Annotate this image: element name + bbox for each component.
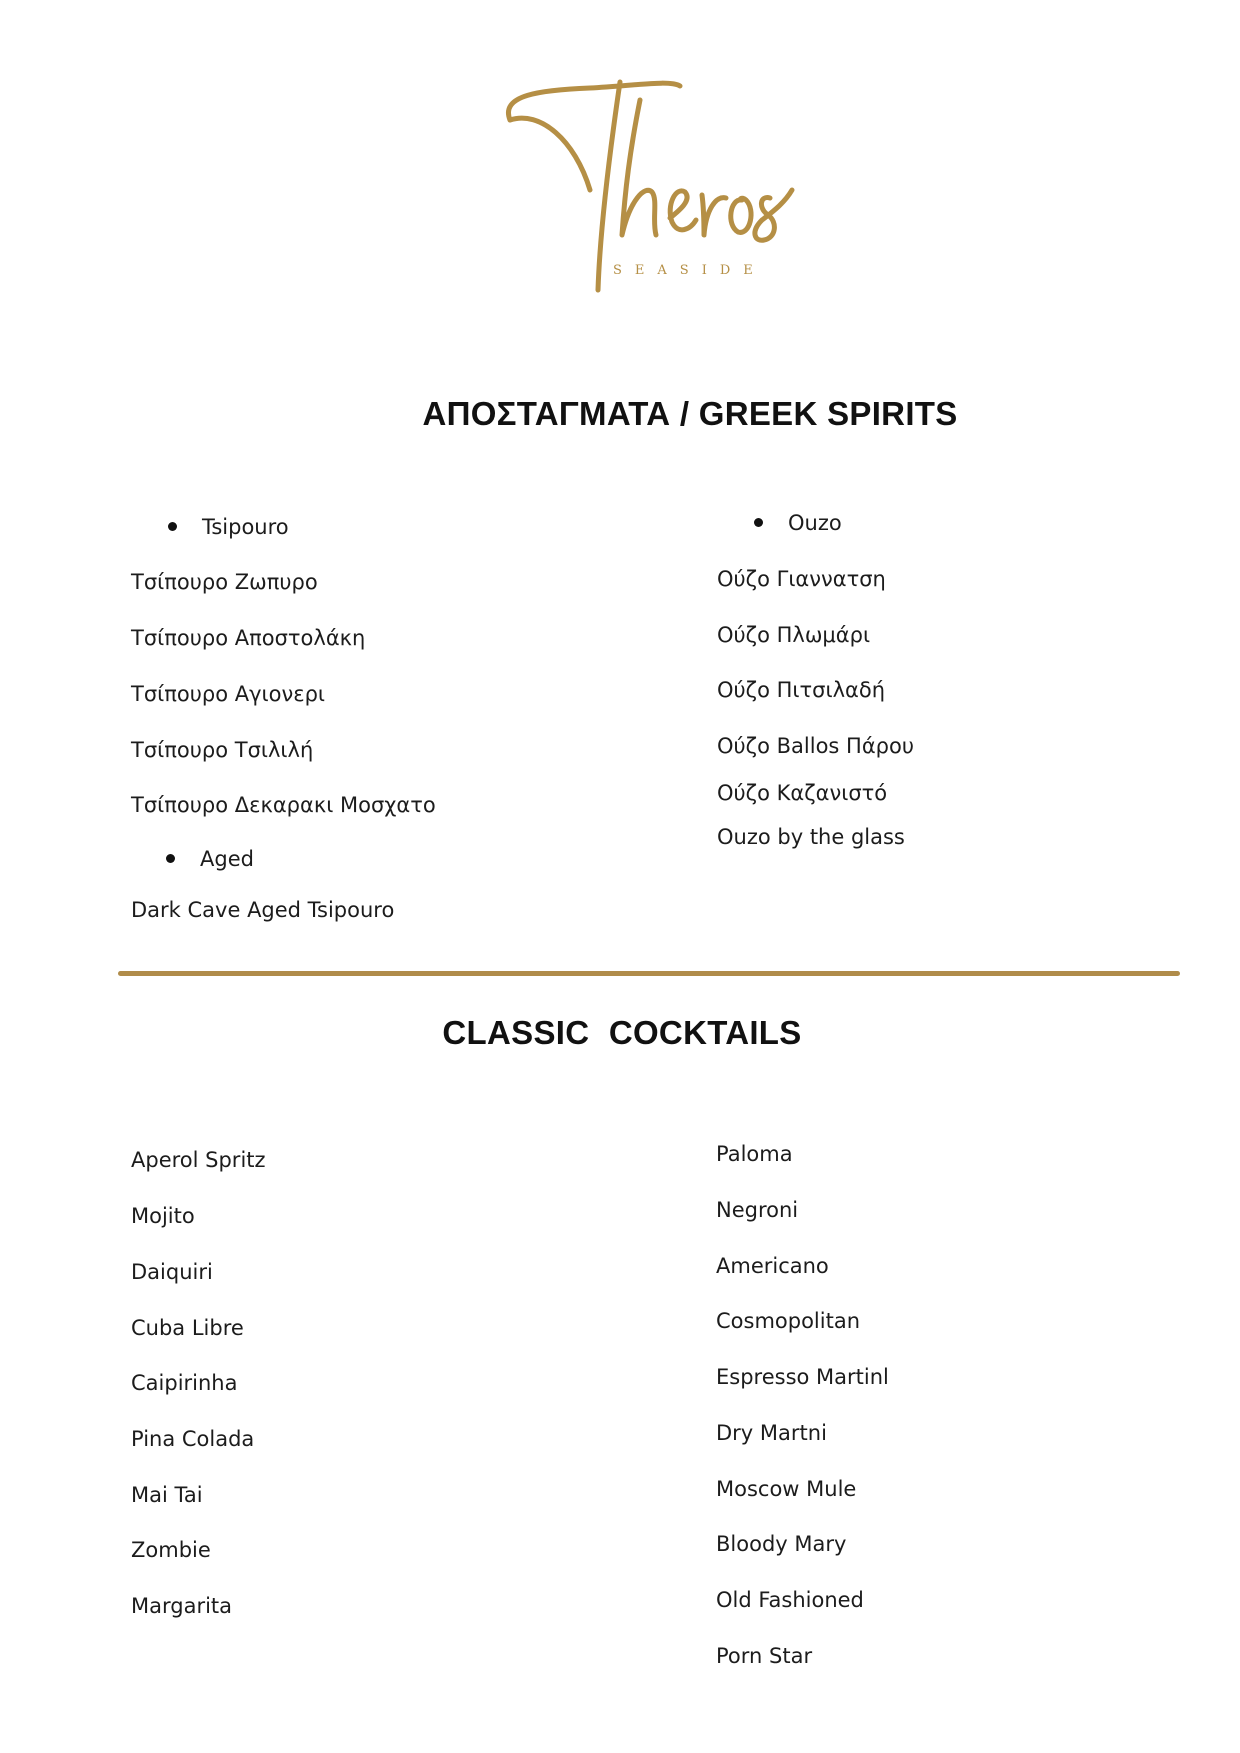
menu-item: Zombie — [131, 1538, 211, 1562]
menu-item: Ούζο Γιαννατση — [717, 567, 886, 591]
menu-item: Daiquiri — [131, 1260, 213, 1284]
menu-item: Τσίπουρο Αποστολάκη — [131, 626, 366, 650]
section-heading-classic-cocktails: CLASSIC COCKTAILS — [442, 1014, 802, 1051]
menu-item: Caipirinha — [131, 1371, 238, 1395]
category-aged: Aged — [166, 849, 254, 870]
menu-item: Porn Star — [716, 1644, 813, 1668]
section-divider — [118, 971, 1180, 976]
menu-item: Bloody Mary — [716, 1532, 847, 1556]
category-ouzo: Ouzo — [754, 513, 842, 534]
menu-item: Paloma — [716, 1142, 793, 1166]
theros-seaside-logo — [480, 70, 800, 300]
menu-item: Τσίπουρο Αγιονερι — [131, 682, 326, 706]
menu-item: Cuba Libre — [131, 1316, 244, 1340]
menu-item: Espresso Martinl — [716, 1365, 889, 1389]
section-heading-greek-spirits: ΑΠΟΣΤΑΓΜΑΤΑ / GREEK SPIRITS — [422, 395, 958, 432]
menu-item: Dark Cave Aged Tsipouro — [131, 898, 395, 922]
menu-item: Margarita — [131, 1594, 233, 1618]
menu-item: Dry Martni — [716, 1421, 827, 1445]
menu-item: Ούζο Πλωμάρι — [717, 623, 871, 647]
menu-item: Τσίπουρο Δεκαρακι Μοσχατο — [131, 793, 436, 817]
menu-item: Τσίπουρο Ζωπυρο — [131, 570, 318, 594]
menu-item: Negroni — [716, 1198, 799, 1222]
category-tsipouro: Tsipouro — [168, 517, 289, 538]
menu-item: Mai Tai — [131, 1483, 203, 1507]
menu-item: Aperol Spritz — [131, 1148, 266, 1172]
menu-item: Ούζο Πιτσιλαδή — [717, 678, 886, 702]
menu-item: Ouzo by the glass — [717, 825, 905, 849]
bullet-icon — [168, 522, 177, 531]
menu-item: Ούζο Καζανιστό — [717, 781, 888, 805]
bullet-icon — [166, 854, 175, 863]
menu-item: Americano — [716, 1254, 829, 1278]
menu-item: Ούζο Ballos Πάρου — [717, 734, 914, 758]
menu-item: Cosmopolitan — [716, 1309, 861, 1333]
menu-item: Mojito — [131, 1204, 195, 1228]
menu-item: Pina Colada — [131, 1427, 255, 1451]
bullet-icon — [754, 518, 763, 527]
logo-graphic — [480, 70, 800, 300]
logo-subtitle: SEASIDE — [613, 263, 766, 278]
menu-item: Moscow Mule — [716, 1477, 857, 1501]
menu-item: Old Fashioned — [716, 1588, 864, 1612]
menu-item: Τσίπουρο Τσιλιλή — [131, 738, 314, 762]
